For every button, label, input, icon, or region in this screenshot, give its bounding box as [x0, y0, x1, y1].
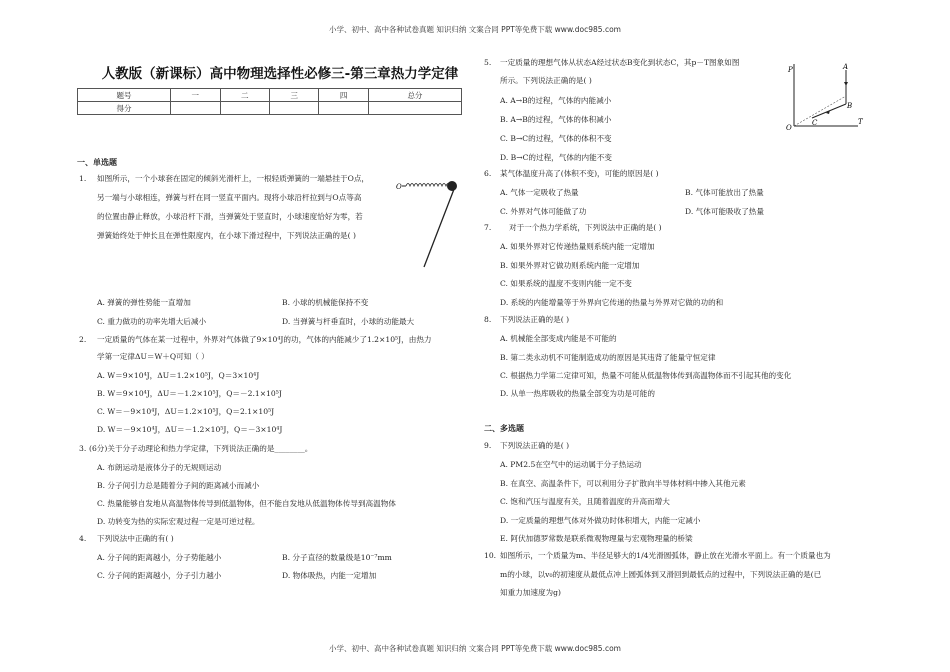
- q1-text-line: 弹簧始终处于伸长且在弹性限度内，在小球下滑过程中，下列说法正确的是( ): [97, 231, 356, 240]
- q5-option-c[interactable]: C. B→C的过程，气体的体积不变: [500, 134, 612, 143]
- q2-option-d[interactable]: D. W＝－9×10⁴J，ΔU＝－1.2×10⁵J，Q＝－3×10⁴J: [97, 425, 283, 434]
- score-row: [78, 102, 462, 115]
- q8-option-a[interactable]: A. 机械能全部变成内能是不可能的: [500, 334, 617, 343]
- q5-point-b: B: [847, 102, 853, 110]
- score-cell[interactable]: [319, 102, 368, 115]
- q5-text-line: 所示。下列说法正确的是( ): [500, 76, 592, 85]
- q8-text-line: 下列说法正确的是( ): [500, 315, 570, 324]
- q8-number: 8.: [484, 315, 492, 324]
- score-header-cell: 四: [319, 89, 368, 102]
- q1-text-line: 另一端与小球相连，弹簧与杆在同一竖直平面内。现将小球沿杆拉到与O点等高: [97, 193, 362, 202]
- q9-option-d[interactable]: D. 一定质量的理想气体对外做功时体积增大，内能一定减小: [500, 516, 701, 525]
- q5-point-c: C: [812, 119, 818, 127]
- score-cell[interactable]: [171, 102, 220, 115]
- q7-option-a[interactable]: A. 如果外界对它传递热量则系统内能一定增加: [500, 242, 655, 251]
- q6-text-line: 某气体温度升高了(体积不变)，可能的原因是( ): [500, 169, 659, 178]
- q5-text-line: 一定质量的理想气体从状态A经过状态B变化到状态C，其p－T图象如图: [500, 58, 740, 67]
- page-title: 人教版（新课标）高中物理选择性必修三-第三章热力学定律: [101, 66, 459, 82]
- q4-number: 4.: [79, 534, 87, 543]
- score-row-label: 得分: [78, 102, 171, 115]
- q2-option-a[interactable]: A. W＝9×10⁴J，ΔU＝1.2×10⁵J，Q＝3×10⁴J: [97, 371, 260, 380]
- q5-axis-p: P: [788, 66, 793, 74]
- q5-option-a[interactable]: A. A→B的过程，气体的内能减小: [500, 96, 612, 105]
- q1-option-d[interactable]: D. 当弹簧与杆垂直时，小球的动能最大: [282, 317, 415, 326]
- section-multiple-choice: 二、多选题: [484, 424, 524, 433]
- q10-text-line: m的小球，以v₀的初速度从最低点冲上圆弧体到又滑回到最低点的过程中，下列说法正确的是(已: [500, 570, 822, 579]
- q1-number: 1.: [79, 174, 87, 183]
- q7-option-d[interactable]: D. 系统的内能增量等于外界向它传递的热量与外界对它做的功的和: [500, 298, 724, 307]
- q1-option-a[interactable]: A. 弹簧的弹性势能一直增加: [97, 298, 191, 307]
- q2-option-b[interactable]: B. W＝9×10⁴J，ΔU＝－1.2×10⁵J，Q＝－2.1×10⁵J: [97, 389, 282, 398]
- q3-option-c[interactable]: C. 热量能够自发地从高温物体传导到低温物体，但不能自发地从低温物体传导到高温物体: [97, 499, 396, 508]
- q2-text-line: 一定质量的气体在某一过程中，外界对气体做了9×10⁴J的功，气体的内能减少了1.2×10⁵J，由热力: [97, 335, 432, 344]
- q1-figure-label-o: O: [396, 183, 402, 191]
- score-cell[interactable]: [368, 102, 461, 115]
- page-footer: 小学、初中、高中各种试卷真题 知识归纳 文案合同 PPT等免费下载 www.doc985.com: [329, 644, 621, 653]
- score-header-cell: 总分: [368, 89, 461, 102]
- q1-text-line: 的位置由静止释放，小球沿杆下滑，当弹簧处于竖直时，小球速度恰好为零，若: [97, 212, 363, 221]
- q9-option-a[interactable]: A. PM2.5在空气中的运动属于分子热运动: [500, 460, 642, 469]
- q10-number: 10.: [484, 551, 497, 560]
- score-header-cell: 题号: [78, 89, 171, 102]
- q10-text-line: 知重力加速度为g): [500, 588, 561, 597]
- q7-option-c[interactable]: C. 如果系统的温度不变则内能一定不变: [500, 279, 632, 288]
- q5-option-b[interactable]: B. A→B的过程，气体的体积减小: [500, 115, 612, 124]
- q9-option-e[interactable]: E. 阿伏加德罗常数是联系微观物理量与宏观物理量的桥梁: [500, 534, 693, 543]
- q5-pt-graph: [784, 60, 874, 132]
- q9-number: 9.: [484, 441, 492, 450]
- q6-option-a[interactable]: A. 气体一定吸收了热量: [500, 188, 579, 197]
- q7-option-b[interactable]: B. 如果外界对它做功则系统内能一定增加: [500, 261, 640, 270]
- q3-option-b[interactable]: B. 分子间引力总是随着分子间的距离减小而减小: [97, 481, 260, 490]
- q1-spring-figure: [396, 172, 466, 272]
- q3-option-d[interactable]: D. 功转变为热的实际宏观过程一定是可逆过程。: [97, 517, 260, 526]
- q2-option-c[interactable]: C. W＝－9×10⁴J，ΔU＝1.2×10⁵J，Q＝2.1×10⁵J: [97, 407, 275, 416]
- q8-option-d[interactable]: D. 从单一热库吸收的热量全部变为功是可能的: [500, 389, 655, 398]
- q10-text-line: 如图所示，一个质量为m、半径足够大的1/4光滑圆弧体，静止放在光滑水平面上。有一个质量也为: [500, 551, 831, 560]
- q5-number: 5.: [484, 58, 492, 67]
- q4-text-line: 下列说法中正确的有( ): [97, 534, 174, 543]
- q9-text-line: 下列说法正确的是( ): [500, 441, 570, 450]
- q2-text-line: 学第一定律ΔU＝W＋Q可知（ ）: [97, 352, 209, 361]
- q4-option-a[interactable]: A. 分子间的距离越小，分子势能越小: [97, 553, 222, 562]
- q5-origin-o: O: [786, 124, 792, 132]
- q8-option-b[interactable]: B. 第二类永动机不可能制造成功的原因是其违背了能量守恒定律: [500, 353, 716, 362]
- q4-option-c[interactable]: C. 分子间的距离越小，分子引力越小: [97, 571, 222, 580]
- score-header-row: [78, 89, 462, 102]
- q6-number: 6.: [484, 169, 492, 178]
- q6-option-b[interactable]: B. 气体可能放出了热量: [685, 188, 764, 197]
- page-header: 小学、初中、高中各种试卷真题 知识归纳 文案合同 PPT等免费下载 www.doc985.com: [329, 25, 621, 34]
- q3-option-a[interactable]: A. 布朗运动是液体分子的无规则运动: [97, 463, 222, 472]
- q7-text-line: 对于一个热力学系统，下列说法中正确的是( ): [509, 223, 662, 232]
- q1-text-line: 如图所示，一个小球套在固定的倾斜光滑杆上，一根轻质弹簧的一端悬挂于O点，: [97, 174, 370, 183]
- q6-option-d[interactable]: D. 气体可能吸收了热量: [685, 207, 764, 216]
- q9-option-c[interactable]: C. 饱和汽压与温度有关，且随着温度的升高而增大: [500, 497, 670, 506]
- q8-option-c[interactable]: C. 根据热力学第二定律可知，热量不可能从低温物体传到高温物体而不引起其他的变化: [500, 371, 792, 380]
- q5-axis-t: T: [858, 118, 863, 126]
- score-header-cell: 一: [171, 89, 220, 102]
- q4-option-d[interactable]: D. 物体吸热，内能一定增加: [282, 571, 377, 580]
- score-cell[interactable]: [269, 102, 318, 115]
- q5-point-a: A: [843, 63, 849, 71]
- q7-number: 7.: [484, 223, 492, 232]
- q1-option-c[interactable]: C. 重力做功的功率先增大后减小: [97, 317, 207, 326]
- score-cell[interactable]: [220, 102, 269, 115]
- q5-option-d[interactable]: D. B→C的过程，气体的内能不变: [500, 153, 612, 162]
- q9-option-b[interactable]: B. 在真空、高温条件下，可以利用分子扩散向半导体材料中掺入其他元素: [500, 479, 746, 488]
- q1-option-b[interactable]: B. 小球的机械能保持不变: [282, 298, 369, 307]
- section-single-choice: 一、单选题: [77, 158, 117, 167]
- q6-option-c[interactable]: C. 外界对气体可能做了功: [500, 207, 587, 216]
- score-header-cell: 二: [220, 89, 269, 102]
- score-header-cell: 三: [269, 89, 318, 102]
- score-table: [77, 88, 462, 115]
- q3-text-line: (6分)关于分子动理论和热力学定律，下列说法正确的是________。: [89, 444, 313, 453]
- q3-number: 3.: [79, 444, 87, 453]
- q4-option-b[interactable]: B. 分子直径的数量级是10⁻⁷mm: [282, 553, 392, 562]
- q2-number: 2.: [79, 335, 87, 344]
